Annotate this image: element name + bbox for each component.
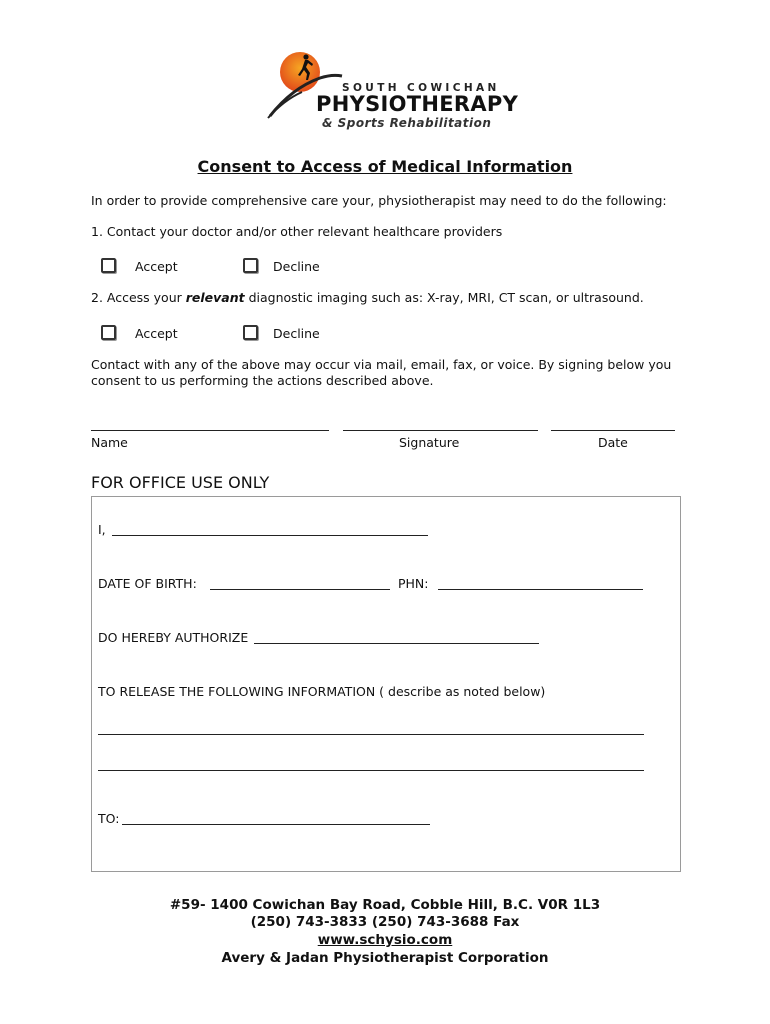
phn-field[interactable] bbox=[438, 589, 643, 590]
item-1-text: 1. Contact your doctor and/or other relevant healthcare providers bbox=[91, 224, 503, 239]
item-2-decline-checkbox[interactable] bbox=[243, 325, 258, 340]
release-field-line-2[interactable] bbox=[98, 770, 644, 771]
signature-field[interactable] bbox=[343, 430, 538, 431]
name-label: Name bbox=[91, 435, 128, 450]
footer-website-row bbox=[0, 932, 770, 948]
item-2-accept-checkbox[interactable] bbox=[101, 325, 116, 340]
release-field-line-1[interactable] bbox=[98, 734, 644, 735]
authorize-label: DO HEREBY AUTHORIZE bbox=[98, 630, 249, 645]
item-1-accept-checkbox[interactable] bbox=[101, 258, 116, 273]
logo-line-3: & Sports Rehabilitation bbox=[322, 116, 492, 130]
item-1-accept-label: Accept bbox=[135, 259, 178, 274]
intro-text: In order to provide comprehensive care your, physiotherapist may need to do the following: bbox=[91, 193, 667, 208]
item-2-decline-label: Decline bbox=[273, 326, 320, 341]
consent-line-1: Contact with any of the above may occur via mail, email, fax, or voice. By signing below you bbox=[91, 357, 672, 372]
release-label: TO RELEASE THE FOLLOWING INFORMATION ( describe as noted below) bbox=[98, 684, 546, 699]
footer-company: Avery & Jadan Physiotherapist Corporation bbox=[221, 950, 549, 966]
logo-line-2: PHYSIOTHERAPY bbox=[316, 92, 519, 116]
item-1-decline-checkbox[interactable] bbox=[243, 258, 258, 273]
authorize-field[interactable] bbox=[254, 643, 539, 644]
name-field[interactable] bbox=[91, 430, 329, 431]
footer-phone: (250) 743-3833 (250) 743-3688 Fax bbox=[250, 914, 520, 930]
office-use-heading: FOR OFFICE USE ONLY bbox=[91, 473, 270, 492]
dob-field[interactable] bbox=[210, 589, 390, 590]
logo-line-1: SOUTH COWICHAN bbox=[342, 82, 500, 94]
signature-label: Signature bbox=[399, 435, 460, 450]
date-label: Date bbox=[598, 435, 628, 450]
website-link[interactable]: www.schysio.com bbox=[317, 932, 453, 948]
dob-label: DATE OF BIRTH: bbox=[98, 576, 197, 591]
phn-label: PHN: bbox=[398, 576, 429, 591]
to-label: TO: bbox=[98, 811, 120, 826]
footer-address: #59- 1400 Cowichan Bay Road, Cobble Hill, B.C. V0R 1L3 bbox=[169, 897, 601, 913]
item-1-decline-label: Decline bbox=[273, 259, 320, 274]
document-title: Consent to Access of Medical Information bbox=[197, 157, 573, 176]
to-field[interactable] bbox=[122, 824, 430, 825]
item-2-accept-label: Accept bbox=[135, 326, 178, 341]
consent-line-2: consent to us performing the actions described above. bbox=[91, 373, 434, 388]
i-name-field[interactable] bbox=[112, 535, 428, 536]
i-label: I, bbox=[98, 522, 106, 537]
date-field[interactable] bbox=[551, 430, 675, 431]
item-2-text: 2. Access your relevant diagnostic imaging such as: X-ray, MRI, CT scan, or ultrasound. bbox=[91, 290, 644, 305]
